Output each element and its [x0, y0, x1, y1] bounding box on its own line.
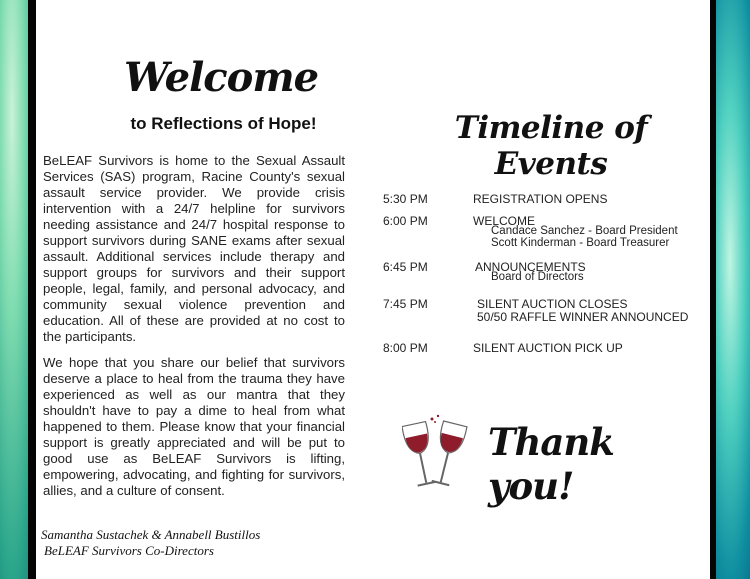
event-title: ANNOUNCEMENTS: [475, 260, 586, 274]
welcome-heading: Welcome: [124, 54, 319, 101]
event-detail: Board of Directors: [491, 271, 584, 283]
thank-you-text: Thank you!: [488, 420, 614, 508]
subtitle: to Reflections of Hope!: [130, 114, 317, 133]
event-detail: Scott Kinderman - Board Treasurer: [491, 237, 670, 249]
support-paragraph: We hope that you share our belief that survivors deserve a place to heal from the trauma they have experienced as well as our mantra that they shouldn't have to pay a dime to heal from what happened to them. Please know that your financial support is greatly appreciated and will be put to good use as BeLEAF Survivors is lifting, empowering, advocating, and fighting for survivors, allies, and a culture of consent.: [43, 355, 345, 498]
event-title: WELCOME: [473, 214, 536, 228]
timeline-title: Timeline of Events: [454, 110, 648, 182]
event-time: 8:00 PM: [383, 341, 428, 355]
signature: [41, 527, 321, 559]
event-title: SILENT AUCTION PICK UP: [473, 341, 623, 355]
event-title: REGISTRATION OPENS: [473, 192, 608, 206]
signature-role: BeLEAF Survivors Co-Directors: [44, 543, 214, 558]
event-time: 6:00 PM: [383, 214, 428, 228]
program-page: [36, 0, 710, 579]
signature-names: Samantha Sustachek & Annabell Bustillos: [41, 527, 261, 542]
event-title: SILENT AUCTION CLOSES: [477, 297, 628, 311]
event-time: 6:45 PM: [383, 260, 428, 274]
wine-glasses-toast-icon: [402, 413, 468, 493]
event-time: 7:45 PM: [383, 297, 428, 311]
event-detail: Candace Sanchez - Board President: [491, 225, 678, 237]
left-border-stripe: [28, 0, 36, 579]
right-border-stripe: [710, 0, 716, 579]
event-time: 5:30 PM: [383, 192, 428, 206]
intro-paragraph: BeLEAF Survivors is home to the Sexual Assault Services (SAS) program, Racine County's sexual assault service provider. We provide crisis intervention with a 24/7 helpline for survivors needing assistance and 24/7 hospital response to support survivors during SANE exams after sexual assault. Additional services include therapy and support groups for survivors and their support people, legal, family, and personal advocacy, and community sexual violence prevention and education. All of these are provided at no cost to the participants.: [43, 153, 345, 344]
event-detail: 50/50 RAFFLE WINNER ANNOUNCED: [477, 310, 689, 324]
